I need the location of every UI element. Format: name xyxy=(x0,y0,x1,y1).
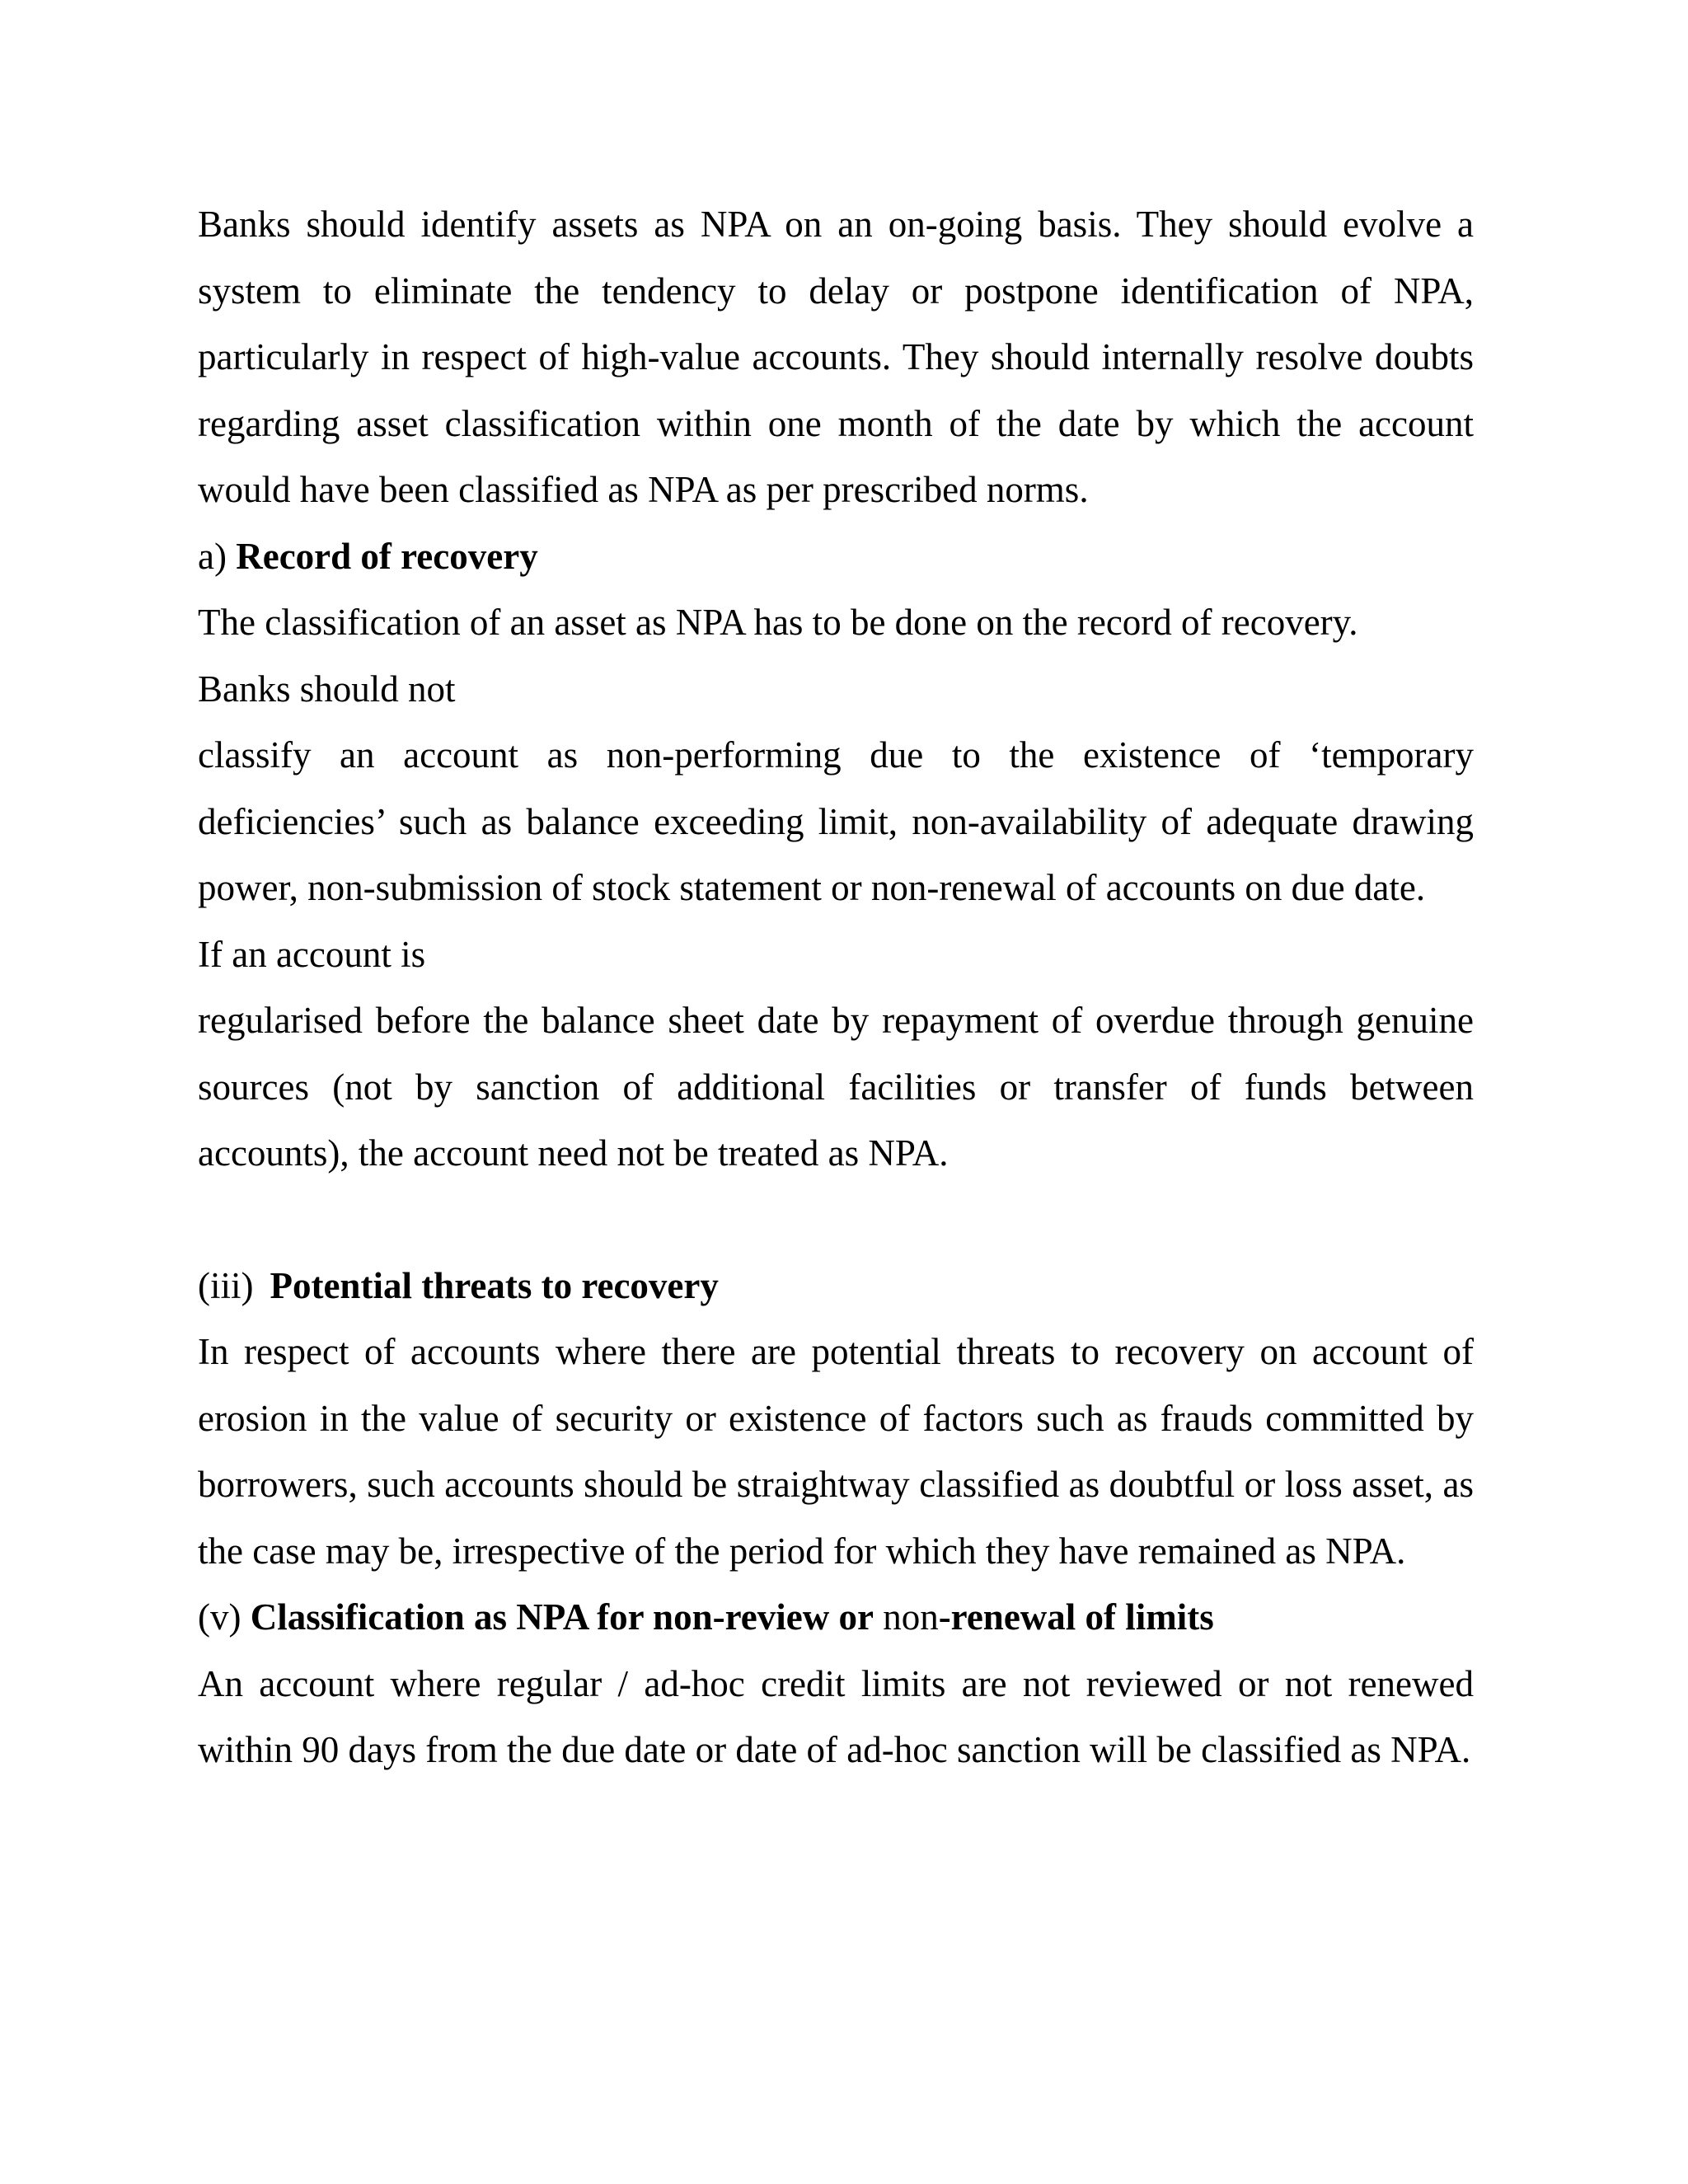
section-v-title-part-3: -renewal of limits xyxy=(938,1596,1214,1638)
section-v-marker: (v) xyxy=(198,1596,241,1638)
section-iii-paragraph: In respect of accounts where there are potential threats to recovery on account of erosion in the value of security or existence of factors such as frauds committed by borrowers, such accounts should be straightway classified as doubtful or loss asset, as the case may be, irrespective of the period for which they have remained as NPA. xyxy=(198,1331,1474,1572)
section-iii-heading xyxy=(198,1253,1474,1319)
section-a-marker: a) xyxy=(198,535,227,577)
section-iii-marker: (iii) xyxy=(198,1264,254,1306)
intro-paragraph: Banks should identify assets as NPA on an on-going basis. They should evolve a system to eliminate the tendency to delay or postpone identification of NPA, particularly in respect of high-value accounts. They should internally resolve doubts regarding asset classification within one month of the date by which the account would have been classified as NPA as per prescribed norms. xyxy=(198,204,1474,510)
section-spacer xyxy=(198,1187,1474,1253)
document-page xyxy=(198,191,1474,1783)
section-a-heading xyxy=(198,523,1474,590)
section-iii-title: Potential threats to recovery xyxy=(270,1264,719,1306)
section-a-paragraph-2: classify an account as non-performing due to the existence of ‘temporary deficiencies’ such as balance exceeding limit, non-availability of adequate drawing power, non-submission of stock statement or non-renewal of accounts on due date. xyxy=(198,734,1474,908)
section-v-title-part-1: Classification as NPA for non-review or xyxy=(250,1596,874,1638)
section-a-paragraph-2-tail: If an account is xyxy=(198,933,426,975)
section-v-paragraph: An account where regular / ad-hoc credit limits are not reviewed or not renewed within 90 days from the due date or date of ad-hoc sanction will be classified as NPA. xyxy=(198,1662,1474,1770)
section-a-paragraph-3: regularised before the balance sheet date by repayment of overdue through genuine sources (not by sanction of additional facilities or transfer of funds between accounts), the account need not be treated as NPA. xyxy=(198,1000,1474,1174)
section-a-title: Record of recovery xyxy=(236,535,538,577)
section-v-heading xyxy=(198,1584,1474,1651)
section-a-paragraph-1-tail: Banks should not xyxy=(198,668,456,710)
section-v-title-part-2: non xyxy=(883,1596,939,1638)
section-a-paragraph-1: The classification of an asset as NPA has to be done on the record of recovery. xyxy=(198,602,1358,643)
